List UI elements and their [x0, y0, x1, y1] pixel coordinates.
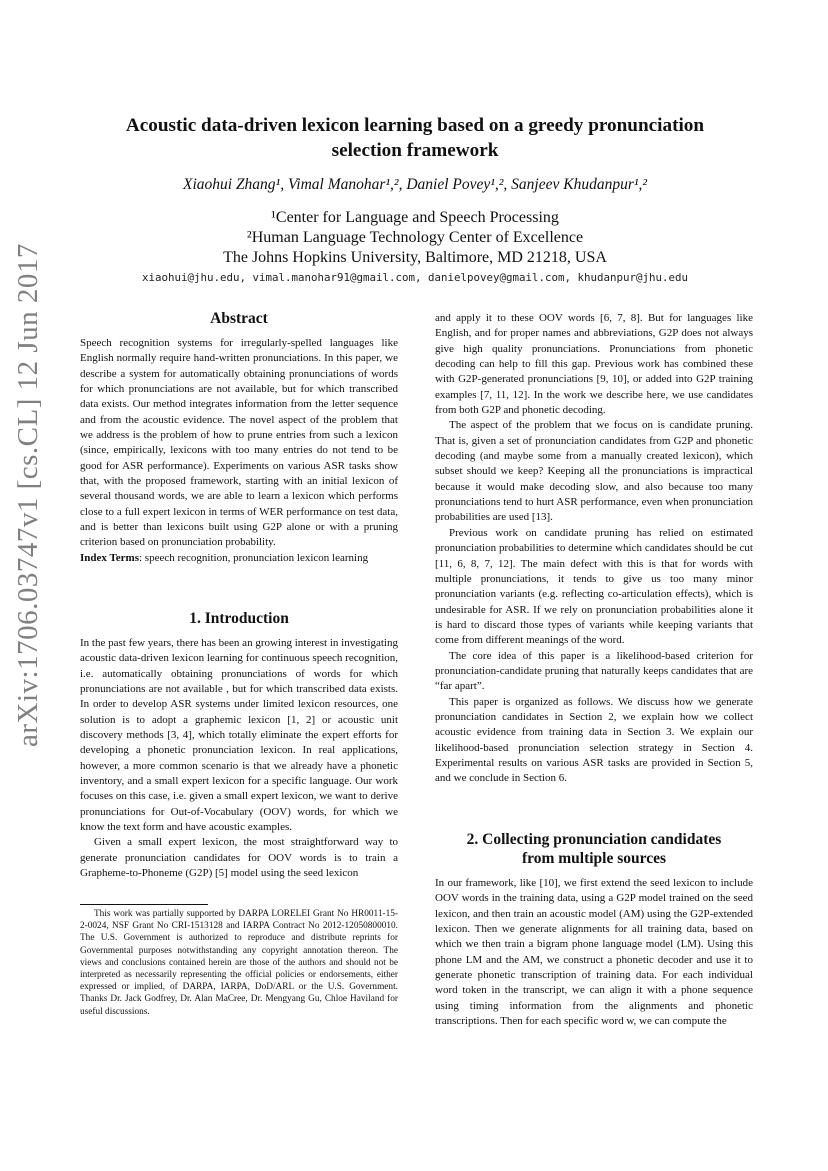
arxiv-sidebar-stamp: arXiv:1706.03747v1 [cs.CL] 12 Jun 2017 [12, 243, 44, 747]
intro-paragraph-3: The aspect of the problem that we focus on is candidate pruning. That is, given a set of pronunciation candidates from G2P and phonetic decoding (and maybe some from a manually created lexicon), which subset should we keep? Keeping all the pronunciations is impractical because it would make decoding slow, and also because too many pronunciations tend to hurt ASR performance, even when pronunciation probabilities are used [13]. [435, 419, 753, 524]
intro-paragraph-1: In the past few years, there has been an growing interest in investigating acoustic data-driven lexicon learning for continuous speech recognition, i.e. automatically obtaining pronunciations of words for which pronunciations are not available , but for which transcribed data exists. In order to develop ASR systems under limited lexicon resources, one solution is to adopt a graphemic lexicon [1, 2] or acoustic unit discovery methods [3, 4], which totally eliminate the expert efforts for developing a phonetic pronunciation lexicon. In real applications, however, a more common scenario is that we already have a phonetic inventory, and a small expert lexicon for a specific language. Our work focuses on this case, i.e. given a small expert lexicon, we want to derive pronunciations for Out-of-Vocabulary (OOV) words, for which we know the text form and have acoustic examples. [80, 637, 398, 834]
intro-paragraph-4: Previous work on candidate pruning has relied on estimated pronunciation probabilities to determine which candidates should be cut [11, 6, 8, 7, 12]. The main defect with this is that for words with multiple pronunciations, it tends to give us too many minor pronunciation variants (e.g. reflecting co-articulation effects), which is undesirable for ASR. If we rely on pronunciation probabilities alone it is hard to discard those types of variants while keeping variants that come from different meanings of the word. [435, 526, 753, 647]
intro-paragraph-2: Given a small expert lexicon, the most straightforward way to generate pronunciation candidates for OOV words is to train a Grapheme-to-Phoneme (G2P) [5] model using the seed lexicon [80, 836, 398, 880]
section-2-heading [435, 830, 753, 868]
affiliation-1: ¹Center for Language and Speech Processing [271, 209, 559, 226]
section-2 [435, 830, 753, 1029]
affiliations [95, 208, 735, 268]
author-emails: xiaohui@jhu.edu, vimal.manohar91@gmail.com, danielpovey@gmail.com, khudanpur@jhu.edu [141, 271, 689, 284]
abstract-text: Speech recognition systems for irregularly-spelled languages like English normally require hand-written pronunciations. In this paper, we describe a system for automatically obtaining pronunciations of words for which pronunciations are not available, but for which transcribed data exists. Our method integrates information from the letter sequence and from the acoustic evidence. The novel aspect of the problem that we address is the problem of how to prune entries from such a lexicon (since, empirically, lexicons with too many entries do not tend to be good for ASR performance). Experiments on various ASR tasks show that, with the proposed framework, starting with an initial lexicon of several thousand words, we are able to learn a lexicon which performs close to a full expert lexicon in terms of WER performance on test data, and is better than lexicons built using G2P alone or with a pruning criterion based on pronunciation probability. [80, 337, 398, 549]
footnote [80, 908, 398, 1018]
footnote-rule [80, 904, 208, 905]
paper-title: Acoustic data-driven lexicon learning based on a greedy pronunciation selection framework [125, 115, 705, 161]
abstract-heading: Abstract [210, 310, 268, 327]
author-list: Xiaohui Zhang¹, Vimal Manohar¹,², Daniel Povey¹,², Sanjeev Khudanpur¹,² [182, 176, 648, 193]
affiliation-3: The Johns Hopkins University, Baltimore, MD 21218, USA [223, 249, 607, 266]
intro-paragraph-2-continued: and apply it to these OOV words [6, 7, 8]. But for languages like English, and for proper names and abbreviations, G2P does not always give high quality pronunciations. Pronunciations from phonetic decoding can help to fill this gap. Previous work has combined these with G2P-generated pronunciations [9, 10], or added into G2P training examples [7, 11, 12]. In the work we describe here, we use candidates from both G2P and phonetic decoding. [435, 312, 753, 417]
intro-paragraph-5: The core idea of this paper is a likelihood-based criterion for pronunciation-candidate pruning that naturally keeps candidates that are “far apart”. [435, 649, 753, 693]
introduction-section [80, 609, 398, 882]
index-terms-value: : speech recognition, pronunciation lexicon learning [139, 551, 369, 564]
section-2-heading-line-2: from multiple sources [521, 850, 667, 867]
index-terms-label: Index Terms [80, 551, 139, 564]
section-2-paragraph-1: In our framework, like [10], we first extend the seed lexicon to include OOV words in the training data, using a G2P model trained on the seed lexicon, and then train an acoustic model (AM) using the G2P-extended lexicon. Then we generate alignments for all training data, based on which we then train a bigram phone language model (LM). Using this phone LM and the AM, we construct a phonetic decoder and use it to generate phonetic transcription of training data. For each individual word token in the transcript, we can align it with a phone sequence using timing information from the alignments and phonetic transcriptions. Then for each specific word w, we can compute the [435, 877, 753, 1028]
section-2-heading-line-1: 2. Collecting pronunciation candidates [466, 831, 722, 848]
intro-paragraph-6: This paper is organized as follows. We discuss how we generate pronunciation candidates in Section 2, we explain how we collect acoustic evidence from training data in Section 3. We explain our likelihood-based pronunciation selection strategy in Section 4. Experimental results on various ASR tasks are provided in Section 5, and we conclude in Section 6. [435, 695, 753, 785]
index-terms [80, 551, 398, 566]
intro-heading: 1. Introduction [189, 610, 289, 627]
abstract-section [80, 309, 398, 566]
intro-continued [435, 311, 753, 787]
affiliation-2: ²Human Language Technology Center of Excellence [246, 229, 584, 246]
footnote-text: This work was partially supported by DARPA LORELEI Grant No HR0011-15-2-0024, NSF Grant No CRI-1513128 and IARPA Contract No 2012-12050800010. The U.S. Government is authorized to reproduce and distribute reprints for Governmental purposes notwithstanding any copyright annotation thereon. The views and conclusions contained herein are those of the authors and should not be interpreted as necessarily representing the official policies or endorsements, either expressed or implied, of DARPA, IARPA, DoD/ARL or the U.S. Government. Thanks Dr. Jack Godfrey, Dr. Alan MaCree, Dr. Mengyang Gu, Chloe Haviland for useful discussions. [80, 909, 398, 1017]
